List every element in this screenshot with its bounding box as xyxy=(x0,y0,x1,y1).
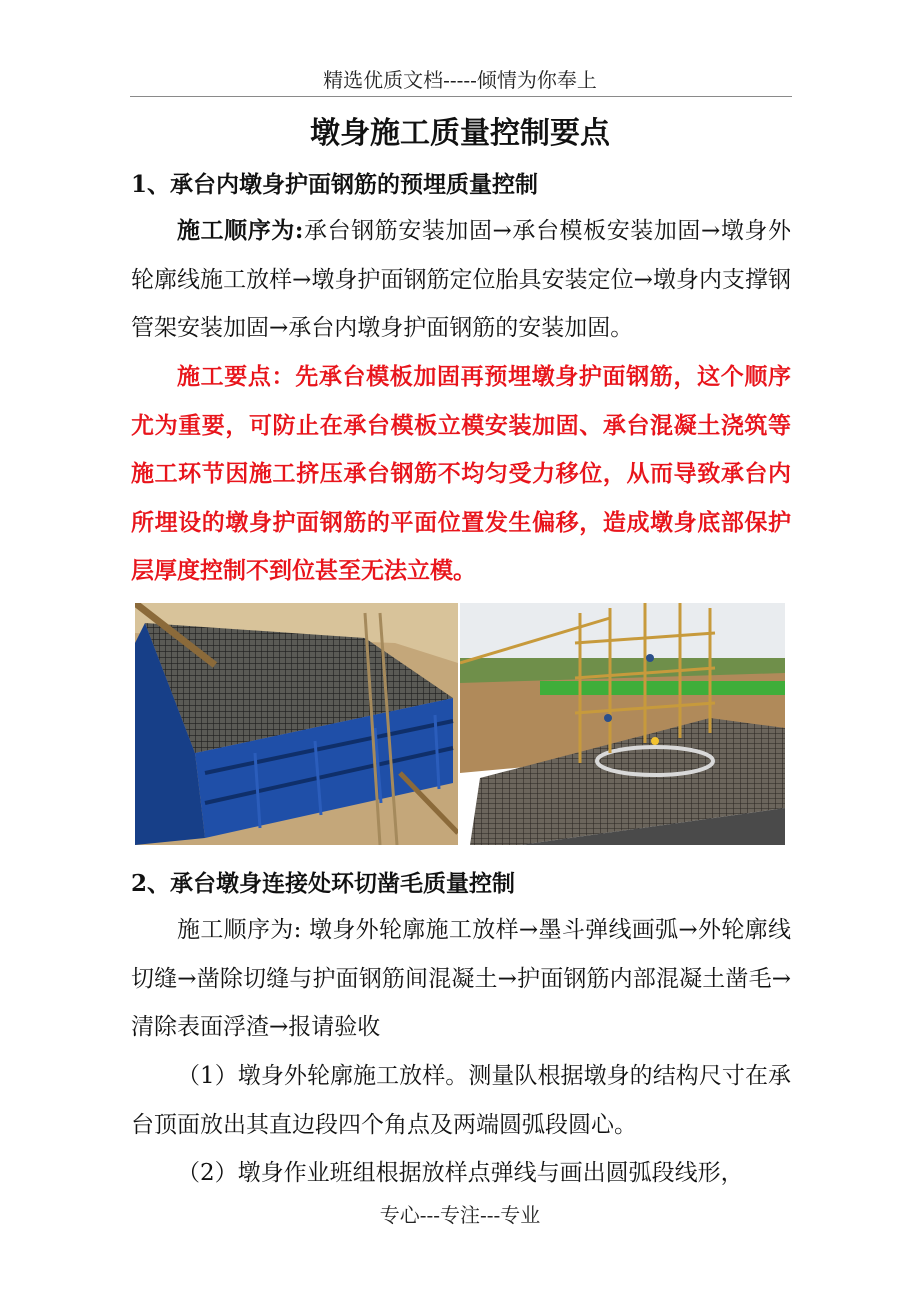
cap-formwork-illustration xyxy=(135,603,458,845)
section-2-step-2: （2）墩身作业班组根据放样点弹线与画出圆弧段线形， xyxy=(177,1160,744,1186)
section-2-step-1: （1）墩身外轮廓施工放样。测量队根据墩身的结构尺寸在承台顶面放出其直边段四个角点及两端圆弧段圆心。 xyxy=(131,1063,791,1138)
pier-rebar-illustration xyxy=(460,603,785,845)
section-2-heading: 2、承台墩身连接处环切凿毛质量控制 xyxy=(131,870,516,897)
section-1-key-points: 施工要点：先承台模板加固再预埋墩身护面钢筋，这个顺序尤为重要，可防止在承台模板立模安装加固、承台混凝土浇筑等施工环节因施工挤压承台钢筋不均匀受力移位，从而导致承台内所埋设的墩身护面钢筋的平面位置发生偏移，造成墩身底部保护层厚度控制不到位甚至无法立模。 xyxy=(131,363,791,584)
section-1-heading: 1、承台内墩身护面钢筋的预埋质量控制 xyxy=(131,171,539,198)
document-title: 墩身施工质量控制要点 xyxy=(310,116,610,151)
page-header: 精选优质文档-----倾情为你奉上 xyxy=(323,68,597,92)
sequence-text: 承台钢筋安装加固→承台模板安装加固→墩身外轮廓线施工放样→墩身护面钢筋定位胎具安装定位→墩身内支撑钢管架安装加固→承台内墩身护面钢筋的安装加固。 xyxy=(131,218,791,341)
section-2-sequence: 施工顺序为: 墩身外轮廓施工放样→墨斗弹线画弧→外轮廓线切缝→凿除切缝与护面钢筋间混凝土→护面钢筋内部混凝土凿毛→清除表面浮渣→报请验收 xyxy=(131,917,791,1040)
photo-cap-formwork xyxy=(135,603,458,845)
header-divider xyxy=(130,96,792,97)
sequence-label: 施工顺序为: xyxy=(177,217,304,244)
section-1-sequence xyxy=(131,207,791,353)
page-footer: 专心---专注---专业 xyxy=(379,1203,541,1227)
photo-pier-rebar-positioning xyxy=(460,603,785,845)
